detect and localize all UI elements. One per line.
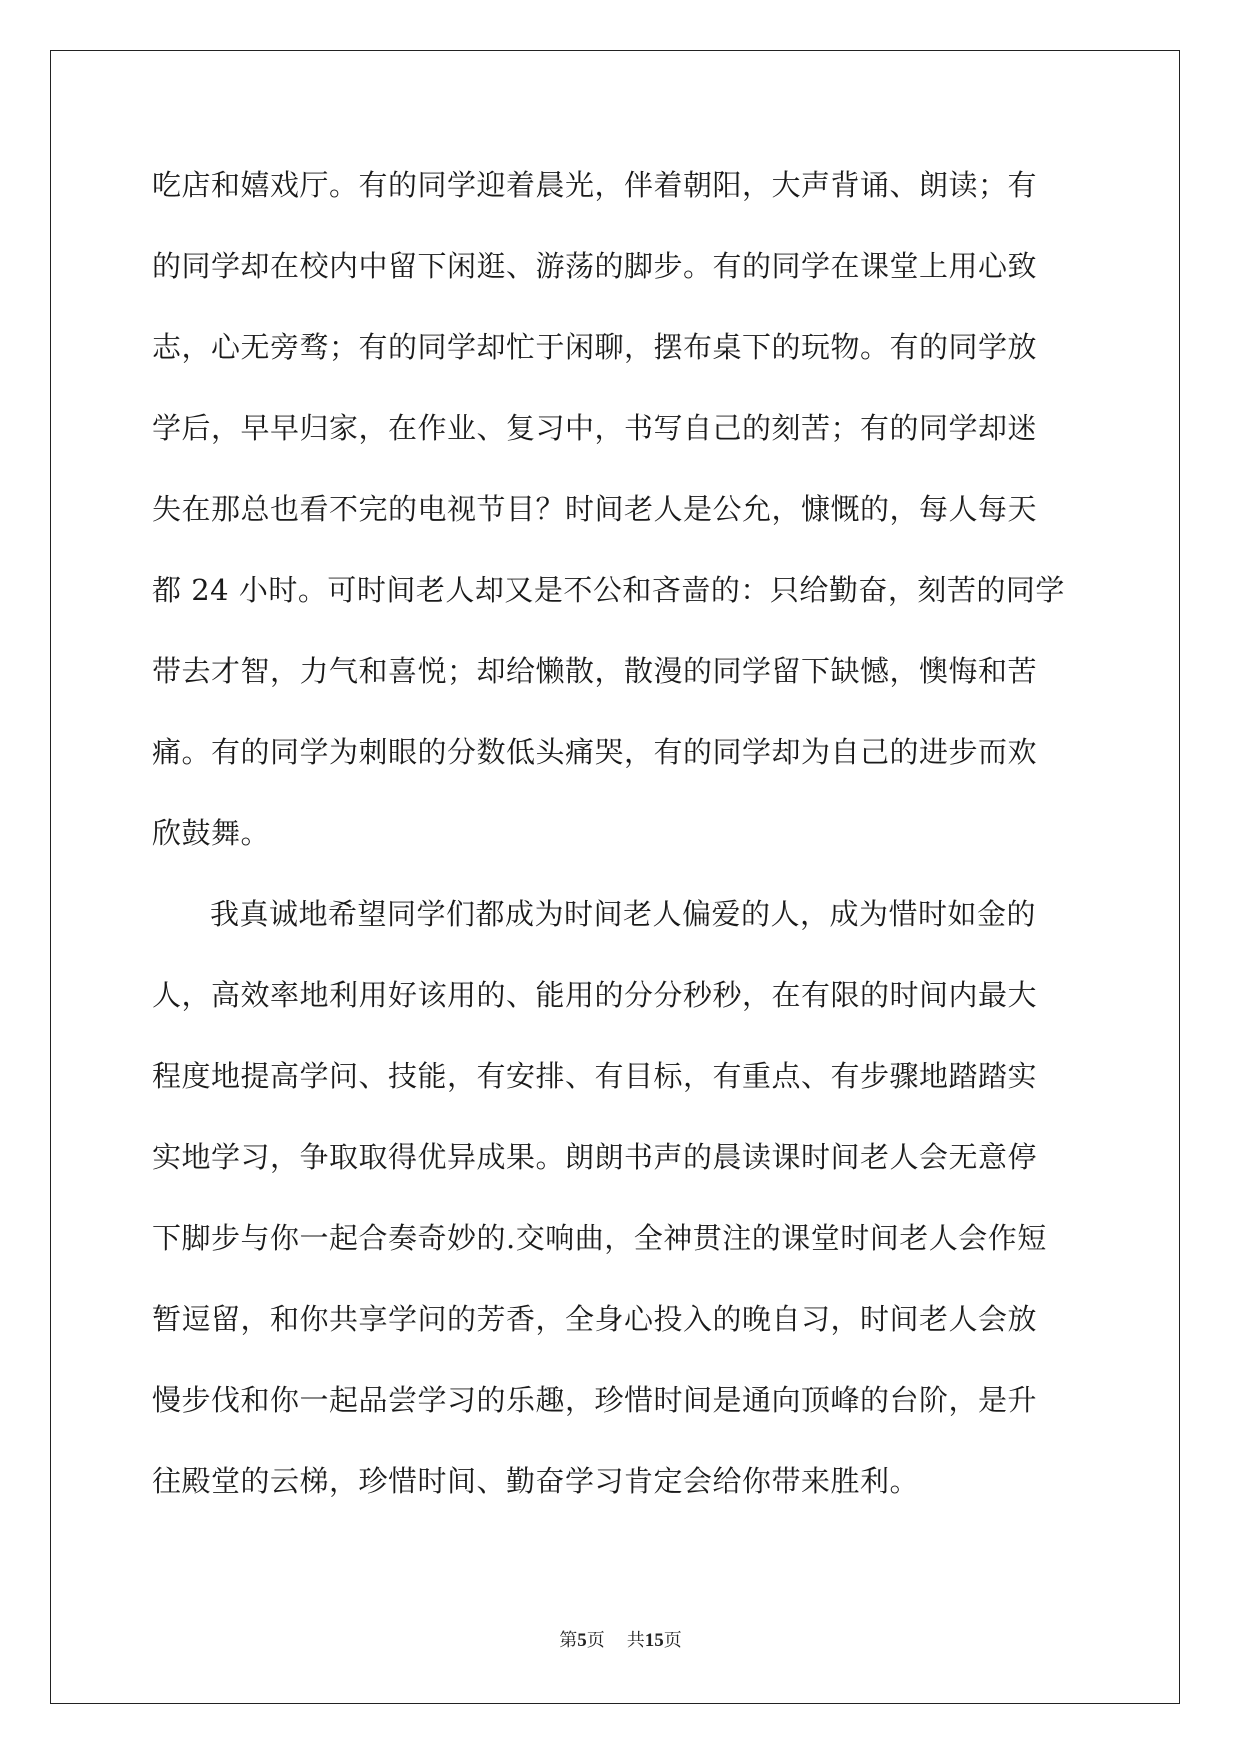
total-suffix: 页 — [663, 1630, 682, 1651]
text-line: 下脚步与你一起合奏奇妙的.交响曲，全神贯注的课堂时间老人会作短 — [152, 1221, 1047, 1255]
text-line: 往殿堂的云梯，珍惜时间、勤奋学习肯定会给你带来胜利。 — [152, 1464, 920, 1498]
text-line: 人，高效率地利用好该用的、能用的分分秒秒，在有限的时间内最大 — [152, 978, 1038, 1012]
text-line: 欣鼓舞。 — [152, 816, 271, 850]
text-line: 都 24 小时。可时间老人却又是不公和吝啬的：只给勤奋，刻苦的同学 — [152, 573, 1065, 607]
text-line: 程度地提高学问、技能，有安排、有目标，有重点、有步骤地踏踏实 — [152, 1059, 1038, 1093]
text-line: 吃店和嬉戏厅。有的同学迎着晨光，伴着朝阳，大声背诵、朗读；有 — [152, 168, 1038, 202]
document-body — [152, 165, 1087, 1542]
page-footer — [0, 1629, 1241, 1653]
text-line: 痛。有的同学为刺眼的分数低头痛哭，有的同学却为自己的进步而欢 — [152, 735, 1038, 769]
page-suffix: 页 — [586, 1630, 605, 1651]
paragraph — [152, 894, 1087, 1542]
text-line: 带去才智，力气和喜悦；却给懒散，散漫的同学留下缺憾，懊悔和苦 — [152, 654, 1038, 688]
page-prefix: 第 — [559, 1630, 578, 1651]
text-line: 失在那总也看不完的电视节目？时间老人是公允，慷慨的，每人每天 — [152, 492, 1038, 526]
text-line: 学后，早早归家，在作业、复习中，书写自己的刻苦；有的同学却迷 — [152, 411, 1038, 445]
text-line: 暂逗留，和你共享学问的芳香，全身心投入的晚自习，时间老人会放 — [152, 1302, 1038, 1336]
text-line: 实地学习，争取取得优异成果。朗朗书声的晨读课时间老人会无意停 — [152, 1140, 1038, 1174]
text-line: 慢步伐和你一起品尝学习的乐趣，珍惜时间是通向顶峰的台阶，是升 — [152, 1383, 1038, 1417]
text-line: 的同学却在校内中留下闲逛、游荡的脚步。有的同学在课堂上用心致 — [152, 249, 1038, 283]
text-line: 我真诚地希望同学们都成为时间老人偏爱的人，成为惜时如金的 — [210, 897, 1037, 931]
total-pages: 15 — [644, 1630, 664, 1651]
page-number: 5 — [577, 1630, 587, 1651]
total-prefix: 共 — [626, 1630, 645, 1651]
text-line: 志，心无旁骛；有的同学却忙于闲聊，摆布桌下的玩物。有的同学放 — [152, 330, 1038, 364]
paragraph — [152, 165, 1087, 894]
